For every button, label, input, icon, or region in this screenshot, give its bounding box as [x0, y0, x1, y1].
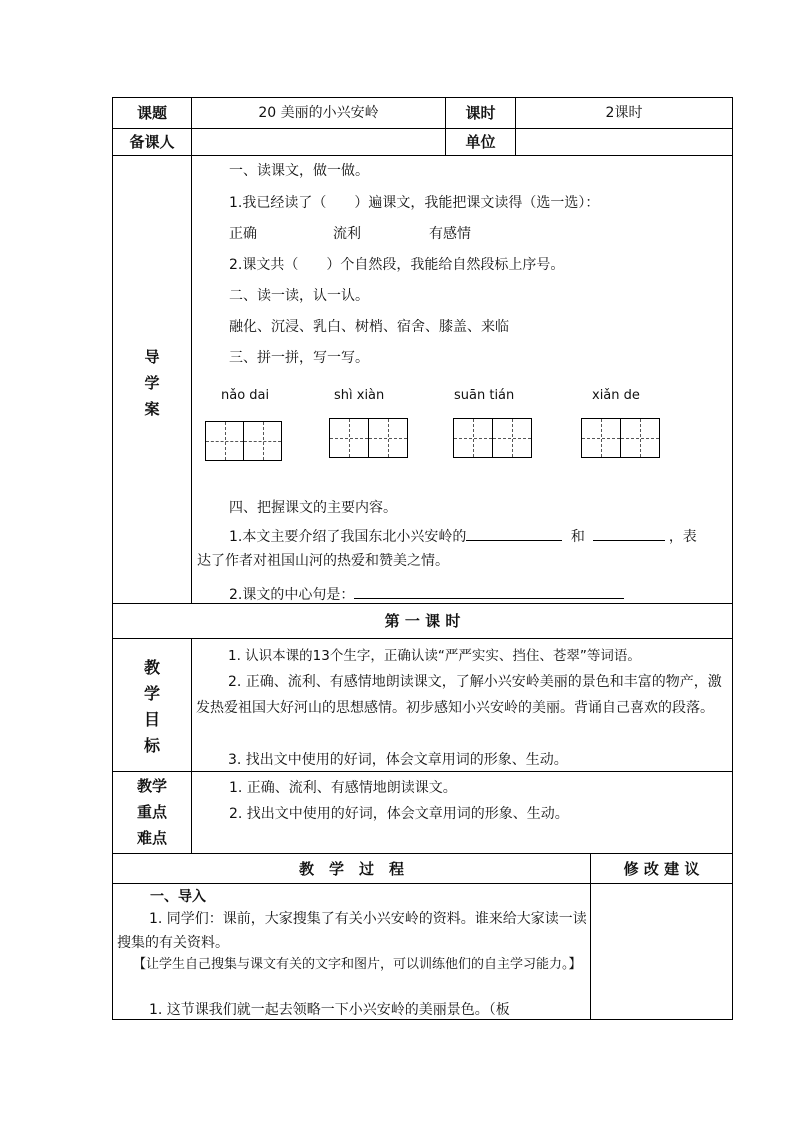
keypoints-label: [113, 773, 191, 851]
guide-label-char: 学: [144, 374, 160, 392]
s4q2-label: 2.课文的中心句是：: [229, 587, 355, 603]
objectives-label-char: 学: [143, 684, 160, 703]
guide-label-char: 导: [144, 348, 160, 366]
keypoint-item: 2. 找出文中使用的好词，体会文章用词的形象、生动。: [229, 806, 569, 822]
section2-title: 二、读一读，认一认。: [229, 288, 369, 304]
objectives-label-char: 标: [143, 736, 160, 755]
hours-value: 2课时: [605, 105, 643, 121]
table-border-top: [112, 97, 733, 98]
section2-words: 融化、沉浸、乳白、树梢、宿舍、膝盖、来临: [229, 319, 509, 335]
section4-question1: [229, 526, 697, 546]
keypoint-item: 1. 正确、流利、有感情地朗读课文。: [229, 780, 457, 796]
objective-item: 2. 正确、流利、有感情地朗读课文，了解小兴安岭美丽的景色和丰富的物产，激发热爱祖国大好河山的思想感情。初步感知小兴安岭的美丽。背诵自己喜欢的段落。: [196, 674, 722, 716]
intro-paragraph-2: 1. 这节课我们就一起去领略一下小兴安岭的美丽景色。（板: [149, 1002, 510, 1018]
writing-grid-cell[interactable]: [581, 418, 621, 458]
section4-question1-cont: 达了作者对祖国山河的热爱和赞美之情。: [197, 553, 449, 569]
objectives-label-char: 教: [143, 658, 160, 677]
writing-grid-cell[interactable]: [243, 421, 282, 461]
objectives-label-char: 目: [143, 710, 160, 729]
row-divider: [112, 155, 733, 156]
table-border-right: [732, 97, 733, 1020]
guide-label-char: 案: [144, 400, 160, 418]
objectives-label: [113, 655, 191, 759]
intro-note: 【让学生自己搜集与课文有关的文字和图片，可以训练他们的自主学习能力。】: [133, 957, 582, 972]
process-header: 教 学 过 程: [298, 860, 404, 878]
objective-item: 1. 认识本课的13个生字，正确认读“严严实实、挡住、苍翠”等词语。: [228, 648, 641, 664]
keypoints-label-line: 难点: [136, 829, 167, 847]
row-divider: [112, 853, 733, 854]
objective-item: 3. 找出文中使用的好词，体会文章用词的形象、生动。: [228, 752, 568, 768]
writing-grid-cell[interactable]: [205, 421, 244, 461]
answer-blank[interactable]: [354, 584, 624, 599]
table-border-bottom: [112, 1019, 733, 1020]
option-expressive: 有感情: [429, 226, 471, 242]
unit-label: 单位: [465, 133, 496, 151]
revise-header: 修 改 建 议: [623, 860, 700, 878]
intro-title: 一、导入: [150, 889, 206, 905]
writing-grid-cell[interactable]: [368, 418, 408, 458]
pinyin-naodai: nǎo dai: [221, 388, 270, 403]
pinyin-suantian: suān tián: [454, 388, 515, 403]
intro-paragraph: 1. 同学们：课前，大家搜集了有关小兴安岭的资料。谁来给大家读一读搜集的有关资料。: [117, 911, 587, 951]
row-divider: [112, 638, 733, 639]
col-divider: [191, 97, 192, 603]
answer-blank[interactable]: [466, 526, 562, 541]
guide-label: [113, 344, 191, 422]
keypoints-label-line: 教学: [136, 777, 167, 795]
pinyin-xiande: xiǎn de: [592, 388, 640, 403]
section1-question2: 2.课文共（ ）个自然段，我能给自然段标上序号。: [229, 257, 565, 273]
section4-title: 四、把握课文的主要内容。: [229, 500, 397, 516]
s4q1-part-a: 1.本文主要介绍了我国东北小兴安岭的: [229, 529, 467, 545]
s4q1-part-b: ，表: [668, 529, 697, 545]
writing-grid-cell[interactable]: [492, 418, 532, 458]
section1-title: 一、读课文，做一做。: [229, 163, 369, 179]
option-fluent: 流利: [333, 226, 361, 242]
row-divider: [112, 883, 733, 884]
keypoints-label-line: 重点: [136, 803, 167, 821]
table-border-left: [112, 97, 113, 1020]
topic-label: 课题: [136, 104, 167, 122]
writing-grid-cell[interactable]: [329, 418, 369, 458]
col-divider: [590, 853, 591, 1020]
col-divider: [191, 638, 192, 853]
option-correct: 正确: [229, 226, 257, 242]
section4-question2: [229, 584, 624, 604]
section3-title: 三、拼一拼，写一写。: [229, 350, 369, 366]
writing-grid-cell[interactable]: [620, 418, 660, 458]
pinyin-shixian: shì xiàn: [334, 388, 385, 403]
topic-value: 20 美丽的小兴安岭: [258, 105, 379, 121]
s4q1-and: 和: [570, 529, 585, 545]
section1-question1: 1.我已经读了（ ）遍课文，我能把课文读得（选一选）：: [229, 195, 600, 211]
answer-blank[interactable]: [593, 526, 665, 541]
hours-label: 课时: [465, 104, 496, 122]
lesson-title: 第 一 课 时: [384, 612, 461, 630]
preparer-label: 备课人: [129, 133, 175, 151]
writing-grid-cell[interactable]: [453, 418, 493, 458]
row-divider: [112, 128, 733, 129]
